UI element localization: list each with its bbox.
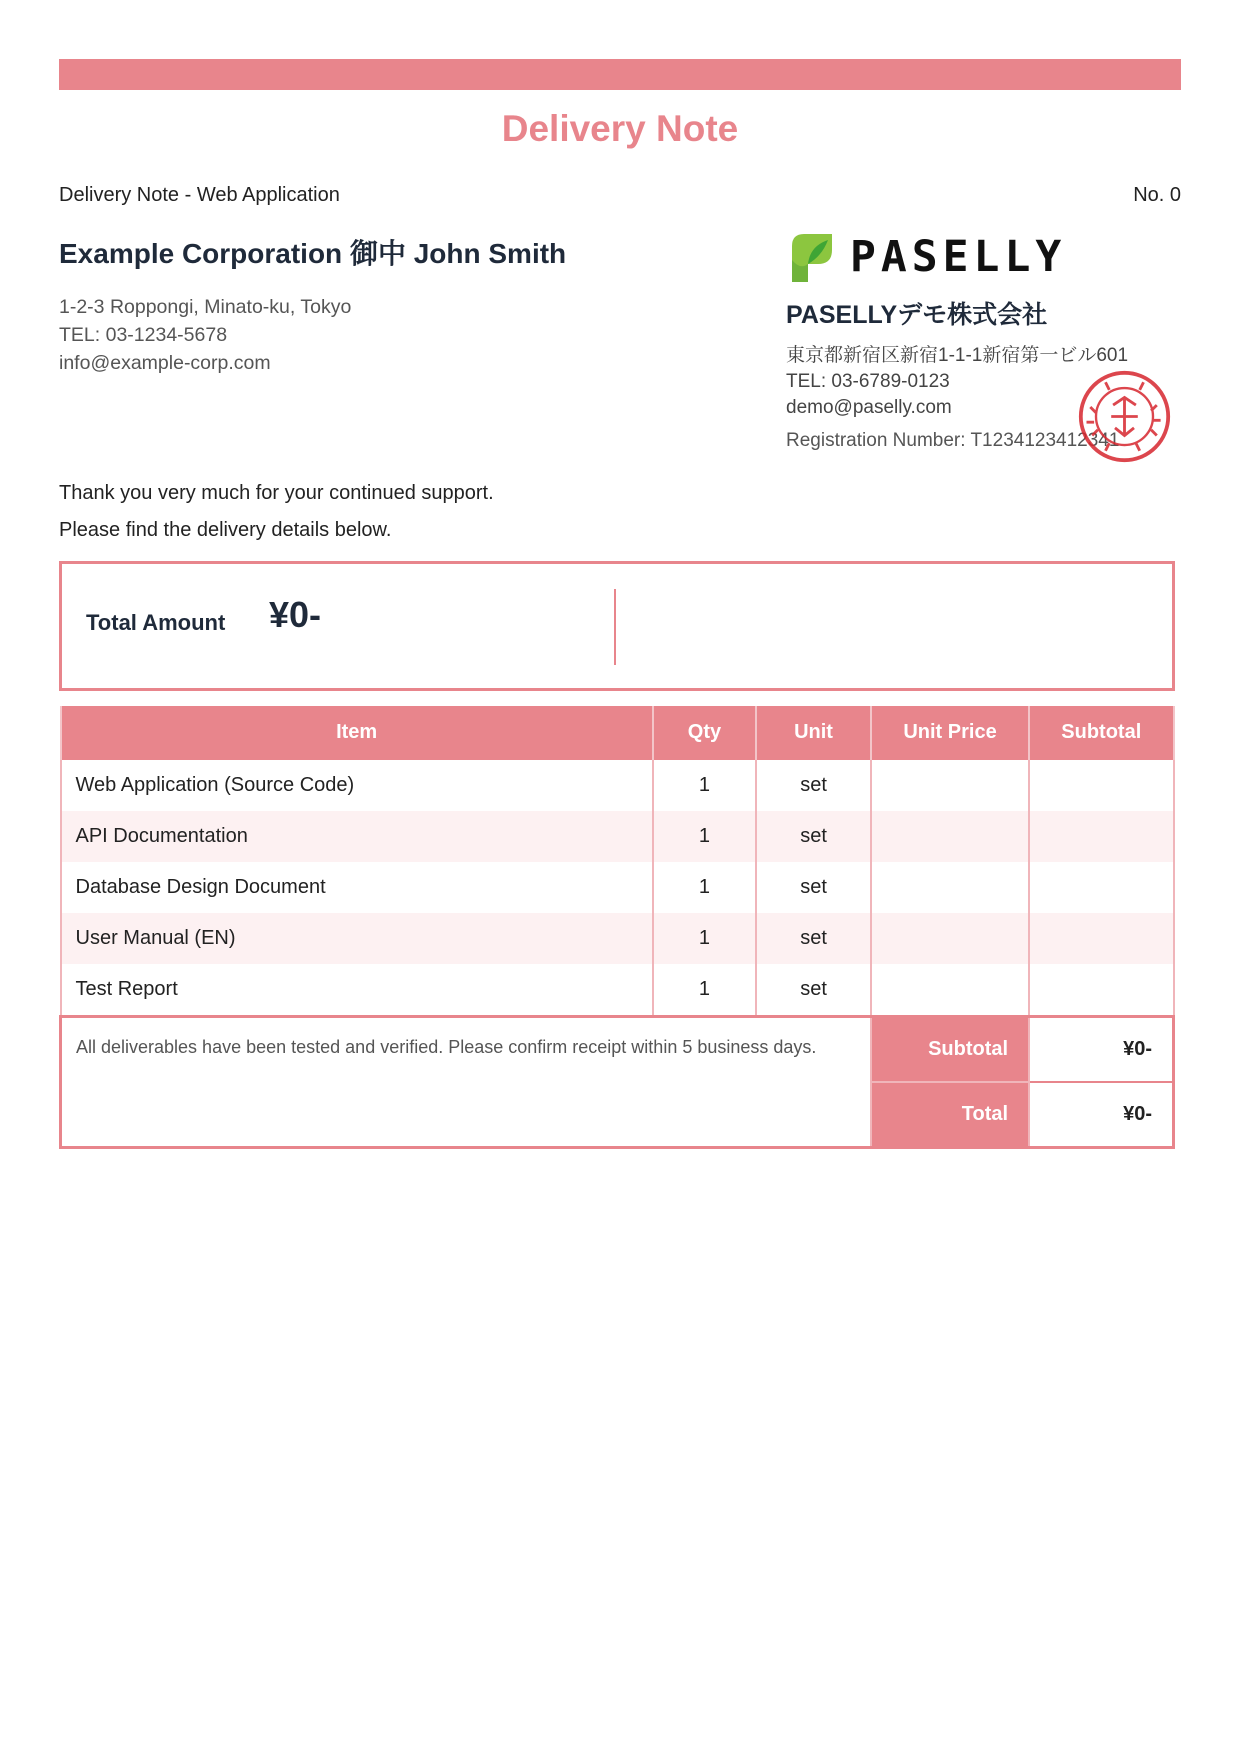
cell-subtotal <box>1029 759 1173 811</box>
document-number: No. 0 <box>1133 184 1181 206</box>
leaf-logo-icon <box>786 230 836 284</box>
cell-unit: set <box>756 811 871 862</box>
table-row <box>61 964 1174 1017</box>
table-row <box>61 811 1174 862</box>
cell-unit: set <box>756 964 871 1017</box>
document-subject: Delivery Note - Web Application <box>59 184 340 206</box>
cell-subtotal <box>1029 964 1173 1017</box>
subtotal-label: Subtotal <box>871 1017 1029 1083</box>
company-seal-stamp-icon <box>1077 369 1172 464</box>
cell-item: Test Report <box>61 964 653 1017</box>
total-amount-label: Total Amount <box>86 610 226 635</box>
table-row <box>61 862 1174 913</box>
recipient-name: Example Corporation 御中 John Smith <box>59 238 567 269</box>
column-header-unit-price: Unit Price <box>871 706 1029 759</box>
issuer-company-name: PASELLYデモ株式会社 <box>786 301 1048 329</box>
total-box-divider <box>614 589 616 665</box>
cell-subtotal <box>1029 811 1173 862</box>
delivery-note-remarks: All deliverables have been tested and verified. Please confirm receipt within 5 business days. <box>61 1017 871 1148</box>
document-title: Delivery Note <box>501 108 739 149</box>
subtotal-row <box>61 1017 1174 1083</box>
delivery-items-table <box>59 706 1175 1149</box>
total-amount-value: ¥0- <box>269 594 322 635</box>
cell-unit: set <box>756 862 871 913</box>
cell-subtotal <box>1029 862 1173 913</box>
total-label: Total <box>871 1082 1029 1148</box>
recipient-details <box>59 293 351 377</box>
cell-unit: set <box>756 759 871 811</box>
issuer-registration-number: Registration Number: T1234123412341 <box>786 430 1120 451</box>
column-header-qty: Qty <box>653 706 756 759</box>
total-value: ¥0- <box>1029 1082 1173 1148</box>
subtotal-value: ¥0- <box>1029 1017 1173 1083</box>
issuer-tel: TEL: 03-6789-0123 <box>786 371 950 392</box>
cell-unit: set <box>756 913 871 964</box>
cell-item: Web Application (Source Code) <box>61 759 653 811</box>
recipient-tel: TEL: 03-1234-5678 <box>59 324 228 346</box>
cell-item: Database Design Document <box>61 862 653 913</box>
cell-qty: 1 <box>653 811 756 862</box>
cell-qty: 1 <box>653 759 756 811</box>
greeting-line-1: Thank you very much for your continued support. <box>59 482 494 504</box>
cell-unit-price <box>871 964 1029 1017</box>
cell-qty: 1 <box>653 862 756 913</box>
issuer-address: 東京都新宿区新宿1-1-1新宿第一ビル601 <box>786 345 1129 366</box>
company-logo <box>786 229 1066 285</box>
header-accent-bar <box>59 59 1181 90</box>
column-header-item: Item <box>61 706 653 759</box>
column-header-unit: Unit <box>756 706 871 759</box>
recipient-email: info@example-corp.com <box>59 352 271 374</box>
cell-unit-price <box>871 811 1029 862</box>
table-header-row <box>61 706 1174 759</box>
issuer-email: demo@paselly.com <box>786 397 952 418</box>
cell-item: User Manual (EN) <box>61 913 653 964</box>
recipient-address: 1-2-3 Roppongi, Minato-ku, Tokyo <box>59 296 352 318</box>
table-row <box>61 759 1174 811</box>
cell-unit-price <box>871 759 1029 811</box>
cell-subtotal <box>1029 913 1173 964</box>
greeting-line-2: Please find the delivery details below. <box>59 519 392 541</box>
logo-wordmark: PASELLY <box>850 232 1067 282</box>
cell-unit-price <box>871 862 1029 913</box>
greeting-message <box>59 475 494 549</box>
cell-qty: 1 <box>653 964 756 1017</box>
cell-qty: 1 <box>653 913 756 964</box>
cell-item: API Documentation <box>61 811 653 862</box>
total-amount-box <box>59 561 1175 691</box>
table-row <box>61 913 1174 964</box>
cell-unit-price <box>871 913 1029 964</box>
column-header-subtotal: Subtotal <box>1029 706 1173 759</box>
